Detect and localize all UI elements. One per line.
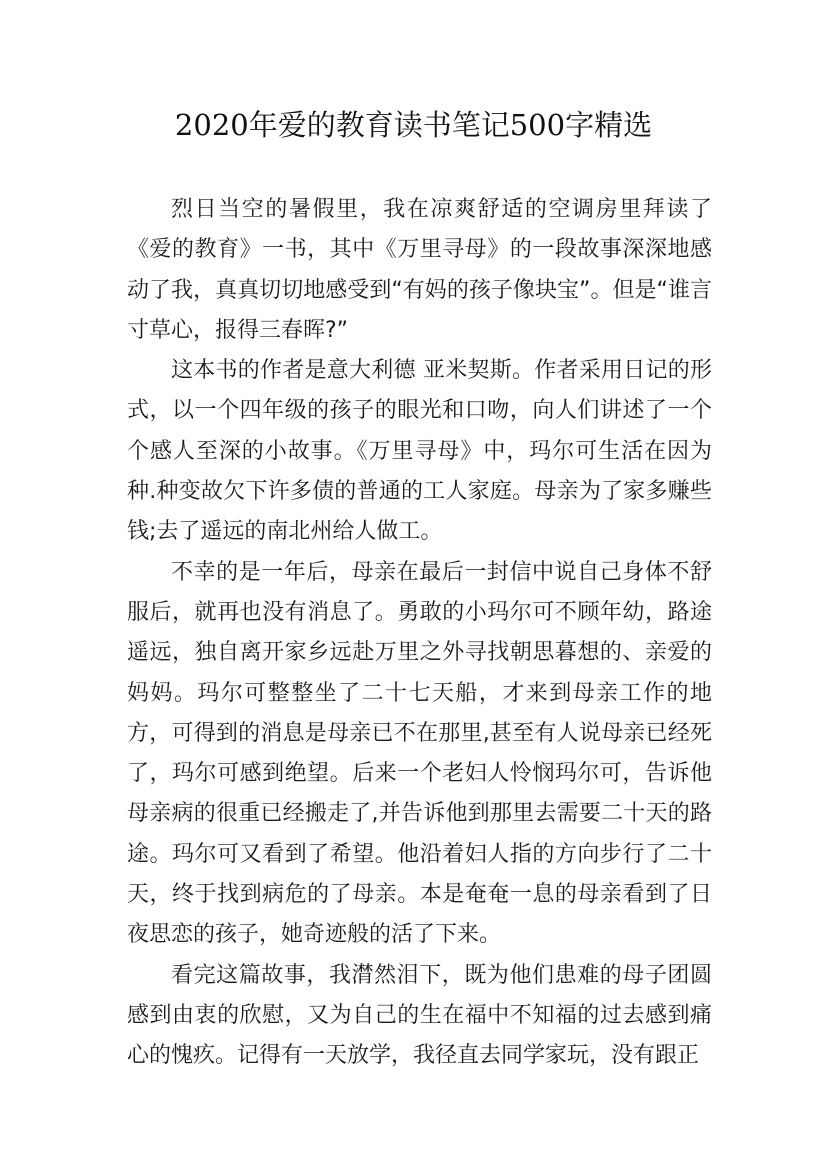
document-body: [127, 190, 712, 1077]
paragraph: 烈日当空的暑假里，我在凉爽舒适的空调房里拜读了《爱的教育》一书，其中《万里寻母》的一段故事深深地感动了我，真真切切地感受到“有妈的孩子像块宝”。但是“谁言寸草心，报得三春晖?”: [127, 197, 712, 343]
paragraph: 看完这篇故事，我潸然泪下，既为他们患难的母子团圆感到由衷的欣慰，又为自己的生在福中不知福的过去感到痛心的愧疚。记得有一天放学，我径直去同学家玩，没有跟正: [127, 962, 712, 1069]
paragraph: 这本书的作者是意大利德 亚米契斯。作者采用日记的形式，以一个四年级的孩子的眼光和口吻，向人们讲述了一个个感人至深的小故事。《万里寻母》中，玛尔可生活在因为种.种变故欠下许多债的普通的工人家庭。母亲为了家多赚些钱;去了遥远的南北州给人做工。: [127, 358, 712, 545]
document-title: 2020年爱的教育读书笔记500字精选: [174, 108, 653, 142]
paragraph: 不幸的是一年后，母亲在最后一封信中说自己身体不舒服后，就再也没有消息了。勇敢的小玛尔可不顾年幼，路途遥远，独自离开家乡远赴万里之外寻找朝思暮想的、亲爱的妈妈。玛尔可整整坐了二十七天船，才来到母亲工作的地方，可得到的消息是母亲已不在那里,甚至有人说母亲已经死了，玛尔可感到绝望。后来一个老妇人怜悯玛尔可，告诉他母亲病的很重已经搬走了,并告诉他到那里去需要二十天的路途。玛尔可又看到了希望。他沿着妇人指的方向步行了二十天，终于找到病危的了母亲。本是奄奄一息的母亲看到了日夜思恋的孩子，她奇迹般的活了下来。: [127, 559, 712, 948]
